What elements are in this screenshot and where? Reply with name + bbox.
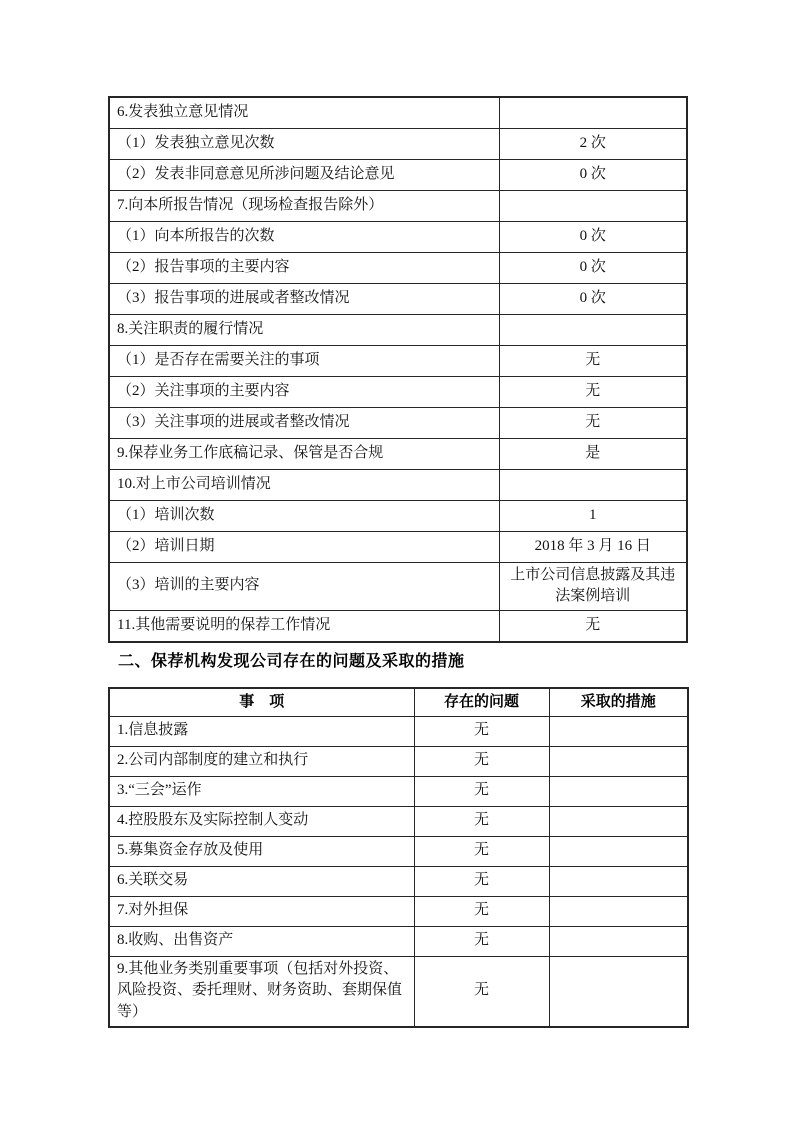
row-measure-cell bbox=[549, 806, 688, 836]
row-label-cell: 10.对上市公司培训情况 bbox=[109, 469, 499, 500]
row-item-cell: 6.关联交易 bbox=[109, 866, 414, 896]
row-value-cell: 0 次 bbox=[499, 221, 687, 252]
row-value-cell: 2018 年 3 月 16 日 bbox=[499, 531, 687, 562]
row-measure-cell bbox=[549, 716, 688, 746]
table-row bbox=[109, 469, 687, 500]
row-problem-cell: 无 bbox=[414, 866, 549, 896]
row-item-cell: 5.募集资金存放及使用 bbox=[109, 836, 414, 866]
table-row bbox=[109, 376, 687, 407]
table-row bbox=[109, 97, 687, 128]
table-row bbox=[109, 866, 688, 896]
table-row bbox=[109, 776, 688, 806]
row-measure-cell bbox=[549, 836, 688, 866]
row-value-cell: 上市公司信息披露及其违法案例培训 bbox=[499, 562, 687, 611]
row-value-cell bbox=[499, 97, 687, 128]
row-value-cell: 无 bbox=[499, 345, 687, 376]
row-label-cell: （1）发表独立意见次数 bbox=[109, 128, 499, 159]
table-row bbox=[109, 926, 688, 956]
row-value-cell: 0 次 bbox=[499, 283, 687, 314]
row-label-cell: （3）培训的主要内容 bbox=[109, 562, 499, 611]
row-measure-cell bbox=[549, 926, 688, 956]
row-problem-cell: 无 bbox=[414, 896, 549, 926]
row-label-cell: （2）发表非同意意见所涉问题及结论意见 bbox=[109, 159, 499, 190]
section-heading: 二、保荐机构发现公司存在的问题及采取的措施 bbox=[118, 653, 465, 670]
row-problem-cell: 无 bbox=[414, 776, 549, 806]
row-label-cell: 7.向本所报告情况（现场检查报告除外） bbox=[109, 190, 499, 221]
table-row bbox=[109, 716, 688, 746]
table-row bbox=[109, 345, 687, 376]
row-value-cell: 无 bbox=[499, 376, 687, 407]
row-value-cell: 2 次 bbox=[499, 128, 687, 159]
table-row bbox=[109, 746, 688, 776]
row-measure-cell bbox=[549, 746, 688, 776]
row-label-cell: 11.其他需要说明的保荐工作情况 bbox=[109, 611, 499, 642]
row-value-cell bbox=[499, 190, 687, 221]
row-problem-cell: 无 bbox=[414, 956, 549, 1027]
row-value-cell: 0 次 bbox=[499, 159, 687, 190]
row-value-cell: 0 次 bbox=[499, 252, 687, 283]
table-row bbox=[109, 314, 687, 345]
issues-measures-table bbox=[108, 687, 689, 1028]
row-measure-cell bbox=[549, 956, 688, 1027]
row-label-cell: 6.发表独立意见情况 bbox=[109, 97, 499, 128]
row-item-cell: 9.其他业务类别重要事项（包括对外投资、风险投资、委托理财、财务资助、套期保值等） bbox=[109, 956, 414, 1027]
row-label-cell: （1）向本所报告的次数 bbox=[109, 221, 499, 252]
row-value-cell bbox=[499, 469, 687, 500]
row-item-cell: 4.控股股东及实际控制人变动 bbox=[109, 806, 414, 836]
row-value-cell bbox=[499, 314, 687, 345]
row-item-cell: 1.信息披露 bbox=[109, 716, 414, 746]
row-problem-cell: 无 bbox=[414, 716, 549, 746]
row-value-cell: 是 bbox=[499, 438, 687, 469]
row-value-cell: 无 bbox=[499, 611, 687, 642]
row-item-cell: 3.“三会”运作 bbox=[109, 776, 414, 806]
table-row bbox=[109, 806, 688, 836]
row-label-cell: （1）培训次数 bbox=[109, 500, 499, 531]
row-measure-cell bbox=[549, 776, 688, 806]
table-row bbox=[109, 190, 687, 221]
column-header-item: 事 项 bbox=[109, 688, 414, 716]
row-item-cell: 8.收购、出售资产 bbox=[109, 926, 414, 956]
table-row bbox=[109, 500, 687, 531]
table-row bbox=[109, 128, 687, 159]
row-problem-cell: 无 bbox=[414, 746, 549, 776]
table-row bbox=[109, 562, 687, 611]
table-row bbox=[109, 836, 688, 866]
table-row bbox=[109, 407, 687, 438]
row-label-cell: （2）关注事项的主要内容 bbox=[109, 376, 499, 407]
row-item-cell: 7.对外担保 bbox=[109, 896, 414, 926]
row-label-cell: （2）培训日期 bbox=[109, 531, 499, 562]
table-row bbox=[109, 956, 688, 1027]
row-value-cell: 1 bbox=[499, 500, 687, 531]
row-label-cell: （3）报告事项的进展或者整改情况 bbox=[109, 283, 499, 314]
table-row bbox=[109, 283, 687, 314]
row-measure-cell bbox=[549, 866, 688, 896]
sponsorship-work-table bbox=[108, 96, 688, 643]
column-header-measure: 采取的措施 bbox=[549, 688, 688, 716]
row-value-cell: 无 bbox=[499, 407, 687, 438]
row-problem-cell: 无 bbox=[414, 836, 549, 866]
row-item-cell: 2.公司内部制度的建立和执行 bbox=[109, 746, 414, 776]
column-header-problem: 存在的问题 bbox=[414, 688, 549, 716]
row-label-cell: 8.关注职责的履行情况 bbox=[109, 314, 499, 345]
table-row bbox=[109, 159, 687, 190]
table-row bbox=[109, 531, 687, 562]
row-label-cell: （1）是否存在需要关注的事项 bbox=[109, 345, 499, 376]
table-row bbox=[109, 896, 688, 926]
table-row bbox=[109, 611, 687, 642]
row-label-cell: （2）报告事项的主要内容 bbox=[109, 252, 499, 283]
row-label-cell: （3）关注事项的进展或者整改情况 bbox=[109, 407, 499, 438]
table-row bbox=[109, 438, 687, 469]
row-label-cell: 9.保荐业务工作底稿记录、保管是否合规 bbox=[109, 438, 499, 469]
table-header-row bbox=[109, 688, 688, 716]
row-problem-cell: 无 bbox=[414, 806, 549, 836]
table-row bbox=[109, 252, 687, 283]
row-measure-cell bbox=[549, 896, 688, 926]
table-row bbox=[109, 221, 687, 252]
row-problem-cell: 无 bbox=[414, 926, 549, 956]
